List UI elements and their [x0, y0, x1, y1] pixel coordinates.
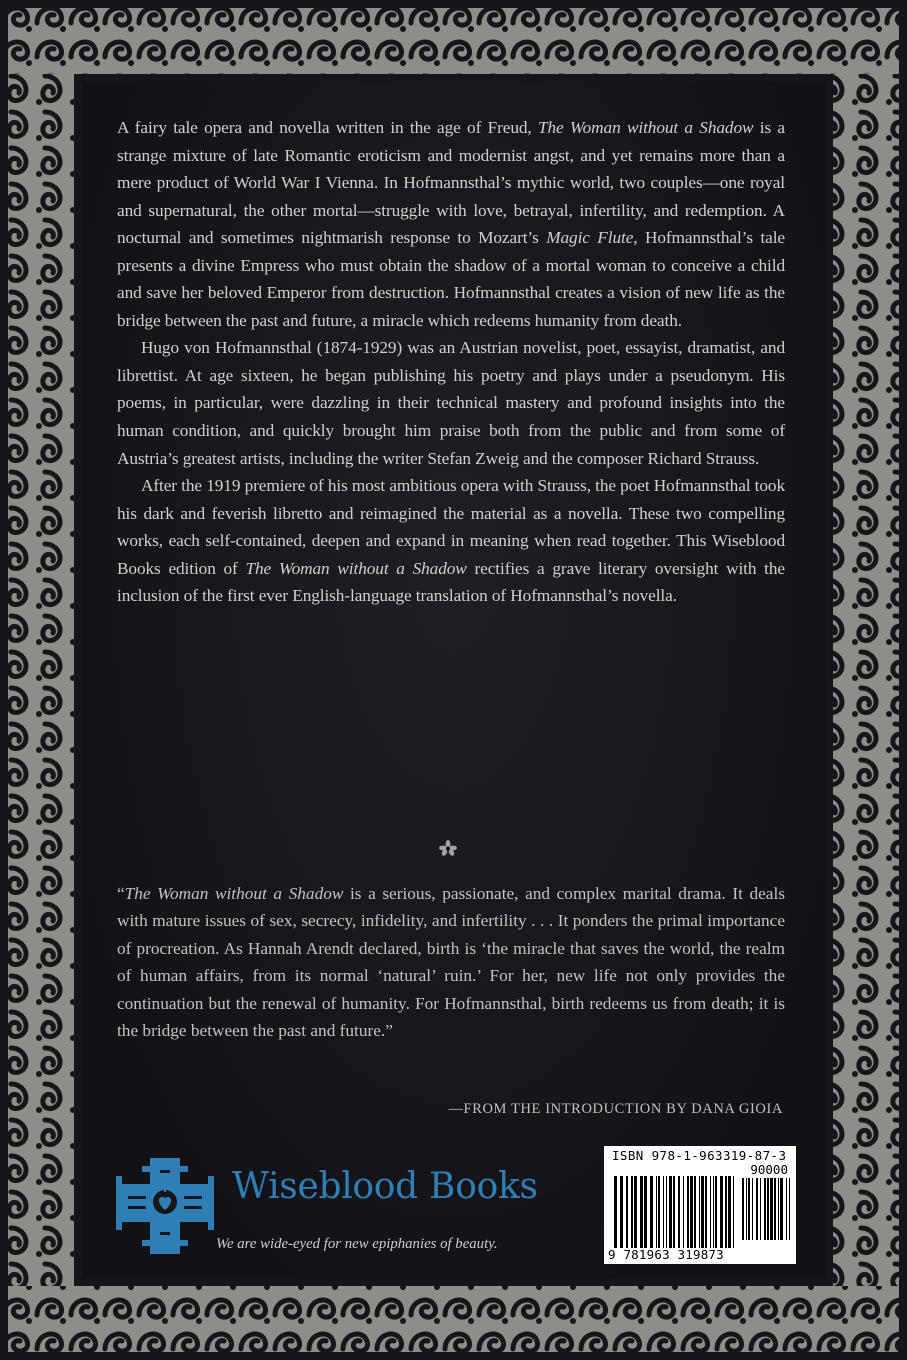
- barcode-bar: [650, 1176, 653, 1248]
- barcode-bar: [669, 1176, 672, 1248]
- barcode-bar: [705, 1176, 707, 1248]
- barcode-bar: [720, 1176, 723, 1248]
- barcode-bar: [666, 1176, 667, 1248]
- ean-digits: 9 781963 319873: [608, 1247, 724, 1262]
- barcode-bar: [789, 1178, 790, 1240]
- barcode-bar: [746, 1178, 747, 1240]
- barcode-bar: [683, 1176, 684, 1248]
- barcode-bar: [687, 1176, 689, 1248]
- book-description: [117, 114, 785, 610]
- barcode-bar: [644, 1176, 647, 1248]
- barcode-bar: [694, 1176, 696, 1248]
- barcode-bar: [713, 1176, 714, 1248]
- barcode-bar: [752, 1178, 753, 1240]
- price-code: 90000: [750, 1162, 788, 1177]
- barcode-bar: [673, 1176, 675, 1248]
- barcode-bar: [756, 1178, 758, 1240]
- barcode-bar: [614, 1176, 617, 1248]
- barcode-bar: [620, 1176, 623, 1248]
- barcode-bar: [715, 1176, 717, 1248]
- barcode-bar: [728, 1176, 731, 1248]
- barcode-bar: [656, 1176, 657, 1248]
- barcode-bar: [742, 1178, 744, 1240]
- barcode-bar: [767, 1178, 769, 1240]
- barcode-bar: [690, 1176, 693, 1248]
- barcode-bar: [663, 1176, 664, 1248]
- barcode-bar: [725, 1176, 727, 1248]
- barcode-bar: [631, 1176, 633, 1248]
- addon-bars: [742, 1178, 790, 1240]
- barcode-bar: [699, 1176, 700, 1248]
- barcode-bar: [678, 1176, 680, 1248]
- ean-bars: [614, 1176, 734, 1248]
- fleuron-icon: [438, 838, 458, 858]
- barcode-bar: [774, 1178, 776, 1240]
- publisher-name: Wiseblood Books: [232, 1166, 538, 1207]
- barcode-bar: [658, 1176, 660, 1248]
- description-paragraph-1: A fairy tale opera and novella written in the age of Freud, The Woman without a Shadow is a strange mixture of late Romantic eroticism and modernist angst, and yet remains more than a mere product of World War I Vienna. In Hofmannsthal’s mythic world, two couples—one royal and supernatural, the other mortal—struggle with love, betrayal, infertility, and redemption. A nocturnal and sometimes nightmarish response to Mozart’s Magic Flute, Hofmannsthal’s tale presents a divine Empress who must obtain the shadow of a mortal woman to conceive a child and save her beloved Emperor from destruction. Hofmannsthal creates a vision of new life as the bridge between the past and future, a miracle which redeems humanity from death.: [117, 118, 785, 330]
- barcode-bar: [778, 1178, 779, 1240]
- barcode-bar: [760, 1178, 761, 1240]
- barcode-bar: [780, 1178, 783, 1240]
- isbn-barcode: [604, 1146, 796, 1264]
- description-paragraph-3: After the 1919 premiere of his most ambitious opera with Strauss, the poet Hofmannsthal took his dark and feverish libretto and reimagined the material as a novella. These two compelling works, each self-contained, deepen and expand in meaning when read together. This Wiseblood Books edition of The Woman without a Shadow rectifies a grave literary oversight with the inclusion of the first ever English-language translation of Hofmannsthal’s novella.: [117, 476, 786, 606]
- quote-attribution: —FROM THE INTRODUCTION BY DANA GIOIA: [448, 1101, 783, 1117]
- isbn-text: ISBN 978-1-963319-87-3: [612, 1148, 787, 1163]
- barcode-bar: [748, 1178, 750, 1240]
- barcode-bar: [770, 1178, 773, 1240]
- barcode-bar: [640, 1176, 643, 1248]
- barcode-bar: [733, 1176, 734, 1248]
- sacred-heart-cross-icon: [112, 1156, 218, 1256]
- barcode-bar: [764, 1178, 766, 1240]
- description-paragraph-2: Hugo von Hofmannsthal (1874-1929) was an Austrian novelist, poet, essayist, dramatist, and librettist. At age sixteen, he began publishing his poetry and plays under a pseudonym. His poems, in particular, were dazzling in their technical mastery and profound insights into the human condition, and quickly brought him praise both from the public and from some of Austria’s greatest artists, including the writer Stefan Zweig and the composer Richard Strauss.: [117, 338, 785, 468]
- publisher-tagline: We are wide-eyed for new epiphanies of beauty.: [216, 1236, 498, 1252]
- intro-quote: “The Woman without a Shadow is a serious, passionate, and complex marital drama. It deals with mature issues of sex, secrecy, infidelity, and infertility . . . It ponders the primal importance of procreation. As Hannah Arendt declared, birth is ‘the miracle that saves the world, the realm of human affairs, from its normal ‘natural’ ruin.’ For her, new life not only provides the continuation but the renewal of humanity. For Hofmannsthal, birth redeems us from death; it is the bridge between the past and future.”: [117, 884, 785, 1041]
- barcode-bar: [626, 1176, 628, 1248]
- barcode-bar: [710, 1176, 711, 1248]
- barcode-bar: [701, 1176, 704, 1248]
- barcode-bar: [634, 1176, 637, 1248]
- barcode-bar: [786, 1178, 787, 1240]
